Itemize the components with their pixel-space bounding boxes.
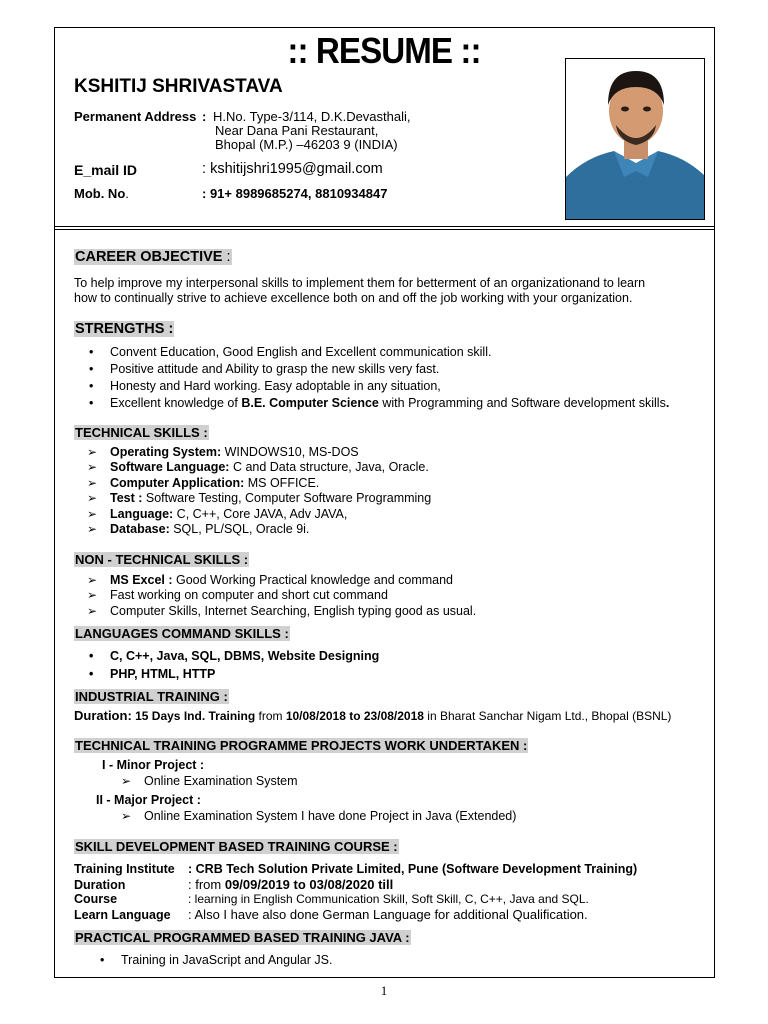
major-project-item: ➢ Online Examination System I have done Project in Java (Extended) [144,809,516,823]
header-divider [54,226,715,230]
email-label: E_mail ID [74,162,138,178]
language-learned-value: : Also I have also done German Language for additional Qualification. [188,907,588,922]
practical-training-item: • Training in JavaScript and Angular JS. [121,953,332,967]
technical-skill-item: ➢ Software Language: C and Data structure, Java, Oracle. [110,460,429,474]
strength-item: • Excellent knowledge of B.E. Computer Science with Programming and Software development skills. [110,396,669,410]
candidate-name: KSHITIJ SHRIVASTAVA [74,76,283,97]
practical-training-heading: PRACTICAL PROGRAMMED BASED TRAINING JAVA : [75,930,410,945]
technical-skills-heading: TECHNICAL SKILLS : [75,425,208,440]
technical-skill-item: ➢ Computer Application: MS OFFICE. [110,476,319,490]
career-objective-line-2: how to continually strive to achieve excellence both on and off the job working with your organization. [74,291,633,305]
industrial-training-heading: INDUSTRIAL TRAINING : [75,689,228,704]
non-technical-skill-item: ➢ MS Excel : Good Working Practical knowledge and command [110,573,453,587]
email-value: : kshitijshri1995@gmail.com [202,161,383,177]
strength-item: • Honesty and Hard working. Easy adoptable in any situation, [110,379,441,393]
strengths-heading: STRENGTHS : [75,321,174,337]
languages-heading: LANGUAGES COMMAND SKILLS : [75,626,289,641]
minor-project-item: ➢ Online Examination System [144,774,298,788]
language-learned-label: Learn Language [74,908,171,922]
course-value: : learning in English Communication Skill, Soft Skill, C, C++, Java and SQL. [188,892,589,906]
page-number: 1 [380,983,388,998]
non-technical-skill-item: ➢ Computer Skills, Internet Searching, English typing good as usual. [110,604,476,618]
course-label: Course [74,892,118,906]
language-item: • C, C++, Java, SQL, DBMS, Website Designing [110,649,379,663]
address-label: Permanent Address [74,109,197,124]
skill-development-heading: SKILL DEVELOPMENT BASED TRAINING COURSE : [75,839,398,854]
strength-item: • Convent Education, Good English and Excellent communication skill. [110,345,491,359]
technical-skill-item: ➢ Operating System: WINDOWS10, MS-DOS [110,445,359,459]
technical-skill-item: ➢ Language: C, C++, Core JAVA, Adv JAVA, [110,507,347,521]
non-technical-skill-item: ➢ Fast working on computer and short cut command [110,588,388,602]
major-project-label: II - Major Project : [96,793,201,807]
address-colon: : [202,109,207,124]
address-line-1: H.No. Type-3/114, D.K.Devasthali, [213,109,411,124]
address-line-3: Bhopal (M.P.) –46203 9 (INDIA) [215,137,398,152]
profile-photo [565,58,705,220]
duration-label: Duration [74,878,126,892]
mobile-value: : 91+ 8989685274, 8810934847 [202,186,388,201]
language-item: • PHP, HTML, HTTP [110,667,215,681]
industrial-training-duration: Duration: 15 Days Ind. Training from 10/08/2018 to 23/08/2018 in Bharat Sanchar Nigam Ltd., Bhopal (BSNL) [74,708,672,723]
profile-photo-image [566,59,705,220]
projects-heading: TECHNICAL TRAINING PROGRAMME PROJECTS WORK UNDERTAKEN : [75,738,528,753]
institute-label: Training Institute [74,862,175,876]
institute-value: : CRB Tech Solution Private Limited, Pune (Software Development Training) [188,862,638,876]
technical-skill-item: ➢ Database: SQL, PL/SQL, Oracle 9i. [110,522,309,536]
technical-skill-item: ➢ Test : Software Testing, Computer Software Programming [110,491,431,505]
minor-project-label: I - Minor Project : [102,758,205,772]
career-objective-heading: CAREER OBJECTIVE : [75,249,231,265]
duration-value: : from 09/09/2019 to 03/08/2020 till [188,877,394,892]
mobile-label: Mob. No. [74,186,129,201]
resume-title: :: RESUME :: [287,30,481,71]
non-technical-skills-heading: NON - TECHNICAL SKILLS : [75,552,249,567]
strength-item: • Positive attitude and Ability to grasp the new skills very fast. [110,362,439,376]
address-line-2: Near Dana Pani Restaurant, [215,123,379,138]
career-objective-line-1: To help improve my interpersonal skills to implement them for betterment of an organizationand to learn [74,276,646,290]
